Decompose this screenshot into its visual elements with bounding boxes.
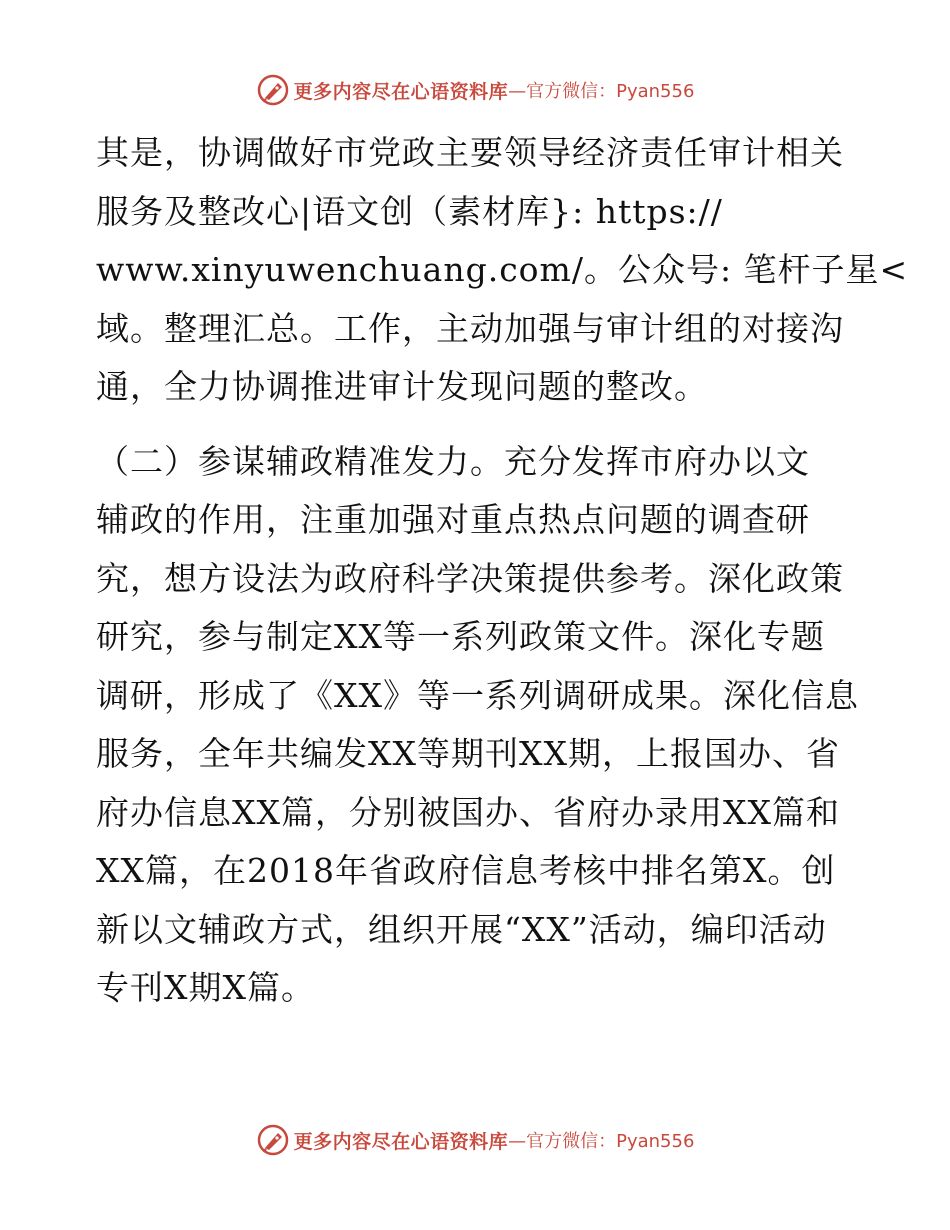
text-line: 新以文辅政方式，组织开展“XX”活动，编印活动 (96, 909, 827, 949)
banner-wechat-text: —官方微信：Pyan556 (508, 1131, 695, 1152)
text-line: 调研，形成了《XX》等一系列调研成果。深化信息 (96, 675, 859, 715)
footer-banner (0, 1120, 950, 1160)
banner-main-text: 更多内容尽在心语资料库 (293, 1130, 509, 1153)
text-line: 辅政的作用，注重加强对重点热点问题的调查研 (96, 500, 810, 539)
pen-nib-logo-icon (256, 1123, 290, 1157)
text-line: 服务，全年共编发XX等期刊XX期，上报国办、省 (96, 734, 840, 773)
text-line: XX篇，在2018年省政府信息考核中排名第X。创 (96, 851, 836, 890)
text-line: 府办信息XX篇，分别被国办、省府办录用XX篇和 (96, 792, 840, 832)
text-line: 服务及整改心|语文创（素材库}: https:// (96, 191, 723, 231)
text-line: （二）参谋辅政精准发力。充分发挥市府办以文 (96, 441, 810, 481)
text-line: 专刊X期X篇。 (96, 968, 315, 1007)
banner-wechat-text: —官方微信：Pyan556 (508, 81, 695, 102)
text-line: 域。整理汇总。工作，主动加强与审计组的对接沟 (96, 308, 844, 348)
text-line: 通，全力协调推进审计发现问题的整改。 (96, 367, 708, 406)
text-line: www.xinyuwenchuang.com/。公众号: 笔杆子星< (96, 250, 909, 289)
text-line: 研究，参与制定XX等一系列政策文件。深化专题 (96, 617, 825, 656)
paragraph-1 (96, 124, 909, 417)
text-line: 究，想方设法为政府科学决策提供参考。深化政策 (96, 558, 844, 598)
banner-main-text: 更多内容尽在心语资料库 (293, 80, 509, 103)
pen-nib-logo-icon (256, 73, 290, 107)
text-line: 其是，协调做好市党政主要领导经济责任审计相关 (96, 133, 844, 172)
document-body (96, 124, 909, 1018)
paragraph-2 (96, 433, 859, 1018)
header-banner (0, 70, 950, 110)
